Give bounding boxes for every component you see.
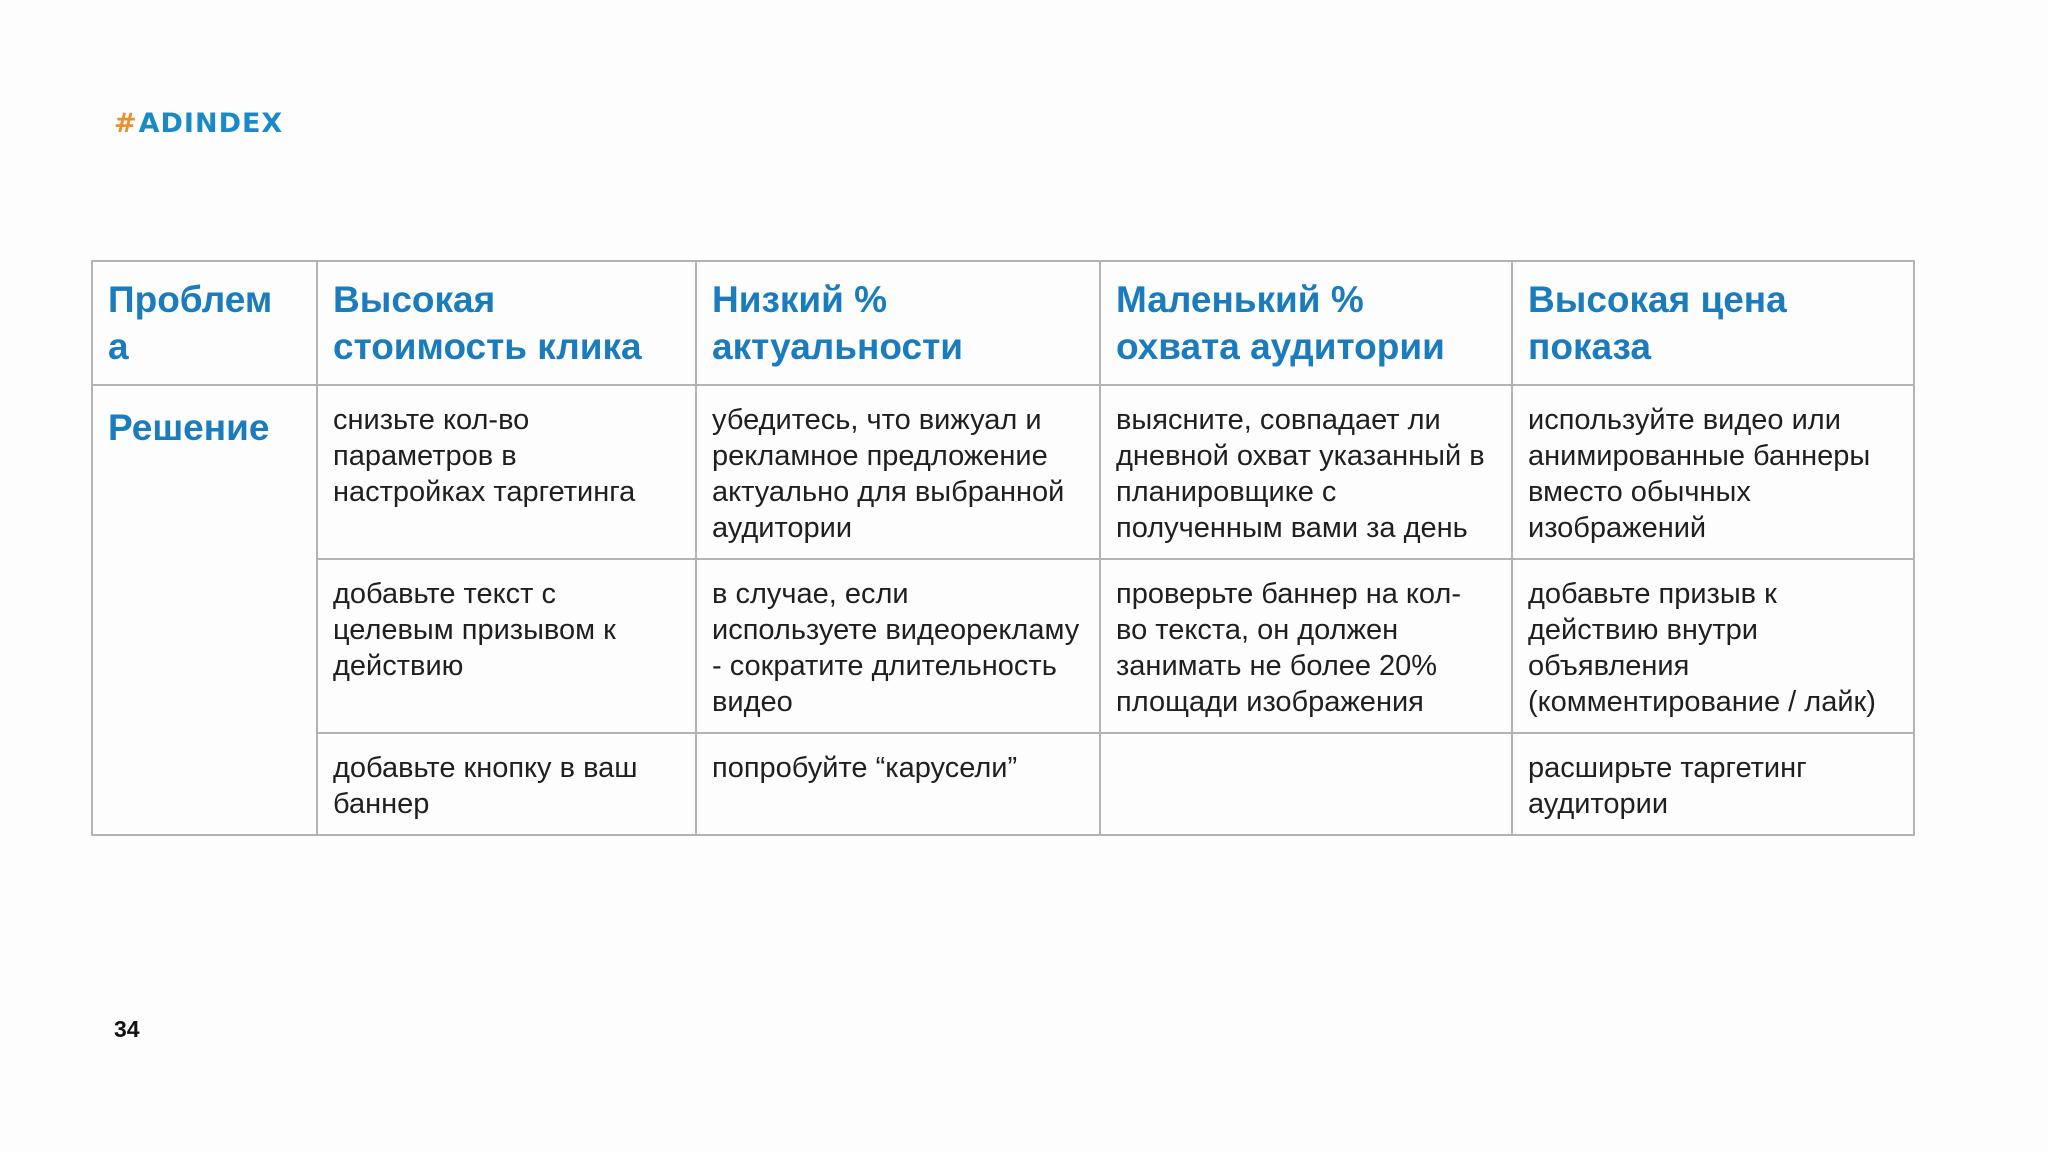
table-row <box>92 733 1914 835</box>
logo-hash: # <box>114 107 138 139</box>
header-problem-label: Проблем а <box>92 261 317 385</box>
table-row <box>92 559 1914 733</box>
solution-cell: добавьте призыв к действию внутри объявления (комментирование / лайк) <box>1512 559 1914 733</box>
header-problem-3: Маленький % охвата аудитории <box>1100 261 1512 385</box>
solution-cell: расширьте таргетинг аудитории <box>1512 733 1914 835</box>
solution-cell: выясните, совпадает ли дневной охват указанный в планировщике с полученным вами за день <box>1100 385 1512 559</box>
header-problem-2: Низкий % актуальности <box>696 261 1100 385</box>
solution-cell: попробуйте “карусели” <box>696 733 1100 835</box>
page-number: 34 <box>114 1016 140 1042</box>
solution-cell: в случае, если используете видеорекламу - сократите длительность видео <box>696 559 1100 733</box>
solution-cell: добавьте кнопку в ваш баннер <box>317 733 696 835</box>
solution-cell: проверьте баннер на кол-во текста, он должен занимать не более 20% площади изображения <box>1100 559 1512 733</box>
solution-cell: убедитесь, что вижуал и рекламное предложение актуально для выбранной аудитории <box>696 385 1100 559</box>
table-row <box>92 385 1914 559</box>
solution-label: Решение <box>92 385 317 835</box>
adindex-logo <box>114 106 283 140</box>
table-header-row <box>92 261 1914 385</box>
problem-solution-table <box>91 260 1915 836</box>
solution-cell <box>1100 733 1512 835</box>
logo-text: ADINDEX <box>138 107 284 139</box>
solution-cell: добавьте текст с целевым призывом к действию <box>317 559 696 733</box>
header-problem-1: Высокая стоимость клика <box>317 261 696 385</box>
solution-cell: снизьте кол-во параметров в настройках таргетинга <box>317 385 696 559</box>
header-problem-4: Высокая цена показа <box>1512 261 1914 385</box>
solution-cell: используйте видео или анимированные баннеры вместо обычных изображений <box>1512 385 1914 559</box>
